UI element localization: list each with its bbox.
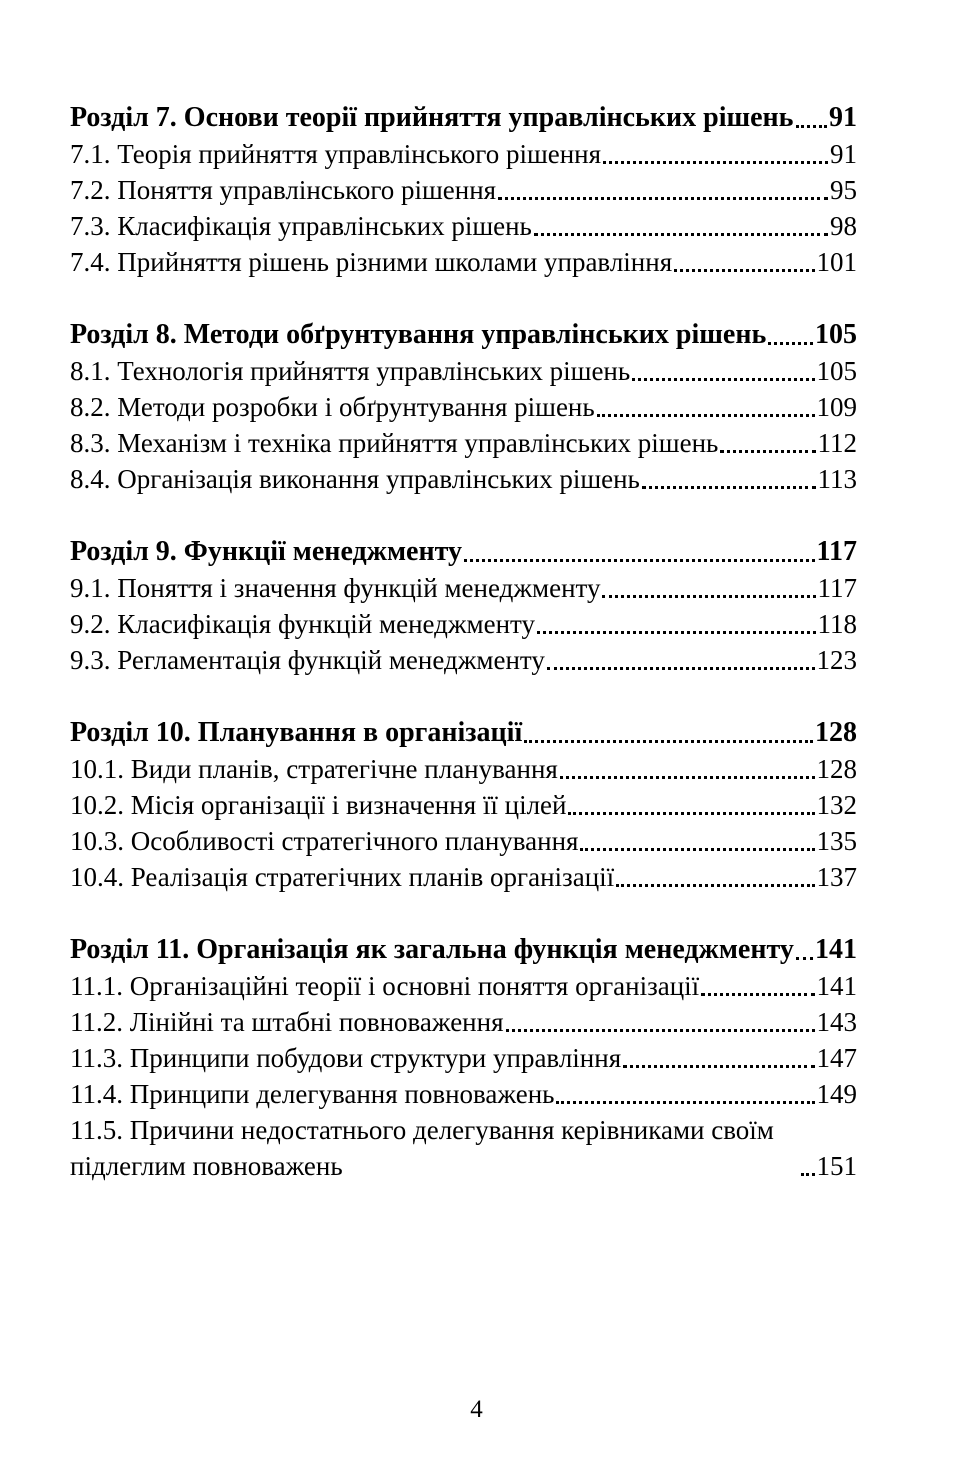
toc-chapter-title: Розділ 9. Функції менеджменту	[70, 536, 462, 567]
toc-entry-page: 141	[816, 971, 857, 1001]
toc-entry-label: 11.3. Принципи побудови структури управління	[70, 1043, 622, 1073]
dot-leader	[720, 450, 815, 453]
toc-entry-label: 9.3. Регламентація функцій менеджменту	[70, 645, 545, 675]
page-number: 4	[470, 1396, 483, 1423]
toc-entry-label: 8.3. Механізм і техніка прийняття управлінських рішень	[70, 428, 719, 458]
toc-entry-page: 147	[816, 1043, 857, 1073]
toc-entry-page: 95	[830, 175, 857, 205]
toc-entry-page: 123	[816, 645, 857, 675]
toc-chapter-title: Розділ 10. Планування в організації	[70, 717, 523, 748]
dot-leader	[547, 667, 815, 670]
toc-entry	[70, 425, 857, 461]
toc-entry	[70, 1112, 857, 1184]
toc-section-chapter-11	[70, 932, 857, 1184]
dot-leader	[464, 559, 815, 562]
toc-entry-page: 117	[817, 573, 857, 603]
toc-chapter-heading	[70, 534, 857, 570]
toc-entry-label: 10.2. Місія організації і визначення її цілей	[70, 790, 567, 820]
toc-entry-label: 10.4. Реалізація стратегічних планів організації	[70, 862, 615, 892]
toc-entry	[70, 389, 857, 425]
table-of-contents	[70, 100, 857, 1184]
toc-entry-page: 91	[830, 139, 857, 169]
toc-entry	[70, 823, 857, 859]
toc-entry	[70, 570, 857, 606]
toc-entry	[70, 1004, 857, 1040]
toc-entry-label: 8.4. Організація виконання управлінських рішень	[70, 464, 640, 494]
toc-chapter-title: Розділ 7. Основи теорії прийняття управлінських рішень	[70, 102, 794, 133]
dot-leader	[701, 993, 814, 996]
dot-leader	[603, 161, 828, 164]
dot-leader	[537, 631, 816, 634]
toc-chapter-page: 141	[815, 934, 857, 965]
dot-leader	[597, 414, 815, 417]
dot-leader	[602, 595, 815, 598]
toc-entry	[70, 353, 857, 389]
dot-leader	[623, 1065, 814, 1068]
toc-entry-label: 7.1. Теорія прийняття управлінського рішення	[70, 139, 602, 169]
toc-entry-page: 118	[817, 609, 857, 639]
toc-entry	[70, 461, 857, 497]
toc-entry	[70, 208, 857, 244]
toc-entry-label: 11.2. Лінійні та штабні повноваження	[70, 1007, 504, 1037]
toc-entry-page: 143	[816, 1007, 857, 1037]
toc-entry-page: 105	[816, 356, 857, 386]
toc-entry-label: 8.1. Технологія прийняття управлінських рішень	[70, 356, 631, 386]
toc-section-chapter-10	[70, 715, 857, 895]
dot-leader	[506, 1029, 815, 1032]
toc-entry	[70, 172, 857, 208]
toc-entry-page: 101	[816, 247, 857, 277]
dot-leader	[801, 1173, 815, 1176]
toc-chapter-heading	[70, 932, 857, 968]
toc-chapter-heading	[70, 715, 857, 751]
dot-leader	[616, 884, 814, 887]
toc-section-chapter-8	[70, 317, 857, 497]
toc-entry-page: 128	[816, 754, 857, 784]
toc-entry-page: 149	[816, 1079, 857, 1109]
toc-section-chapter-7	[70, 100, 857, 280]
toc-entry-label: 11.1. Організаційні теорії і основні поняття організації	[70, 971, 700, 1001]
dot-leader	[524, 740, 813, 743]
dot-leader	[642, 486, 816, 489]
toc-entry	[70, 244, 857, 280]
dot-leader	[534, 233, 828, 236]
dot-leader	[768, 342, 813, 345]
dot-leader	[580, 848, 814, 851]
toc-section-chapter-9	[70, 534, 857, 678]
toc-chapter-title: Розділ 11. Організація як загальна функція менеджменту	[70, 934, 794, 965]
toc-chapter-heading	[70, 100, 857, 136]
toc-entry	[70, 606, 857, 642]
toc-entry	[70, 642, 857, 678]
toc-entry-page: 151	[816, 1151, 857, 1181]
dot-leader	[674, 269, 814, 272]
dot-leader	[796, 957, 813, 960]
toc-entry-page: 135	[816, 826, 857, 856]
dot-leader	[568, 812, 814, 815]
dot-leader	[796, 125, 828, 128]
toc-entry	[70, 1076, 857, 1112]
toc-entry	[70, 787, 857, 823]
toc-entry-page: 109	[816, 392, 857, 422]
toc-chapter-page: 117	[816, 536, 857, 567]
toc-entry-label: 10.3. Особливості стратегічного планування	[70, 826, 579, 856]
toc-entry	[70, 968, 857, 1004]
toc-entry-label: 9.1. Поняття і значення функцій менеджменту	[70, 573, 601, 603]
toc-entry	[70, 1040, 857, 1076]
toc-entry-label: 7.3. Класифікація управлінських рішень	[70, 211, 532, 241]
toc-chapter-title: Розділ 8. Методи обґрунтування управлінських рішень	[70, 319, 767, 350]
toc-entry-label: 7.2. Поняття управлінського рішення	[70, 175, 497, 205]
toc-entry-label: 11.5. Причини недостатнього делегування керівниками своїм підлеглим повноважень	[70, 1115, 774, 1181]
toc-entry-page: 113	[817, 464, 857, 494]
toc-entry	[70, 859, 857, 895]
toc-entry-label: 10.1. Види планів, стратегічне планування	[70, 754, 558, 784]
toc-entry-page: 132	[816, 790, 857, 820]
toc-entry-label: 9.2. Класифікація функцій менеджменту	[70, 609, 535, 639]
toc-chapter-page: 91	[829, 102, 857, 133]
toc-entry-label: 8.2. Методи розробки і обґрунтування рішень	[70, 392, 595, 422]
toc-chapter-page: 128	[815, 717, 857, 748]
toc-chapter-page: 105	[815, 319, 857, 350]
toc-entry	[70, 136, 857, 172]
dot-leader	[632, 378, 814, 381]
toc-entry-label: 11.4. Принципи делегування повноважень	[70, 1079, 555, 1109]
toc-entry	[70, 751, 857, 787]
toc-entry-page: 137	[816, 862, 857, 892]
toc-entry-page: 112	[817, 428, 857, 458]
toc-entry-page: 98	[830, 211, 857, 241]
dot-leader	[556, 1101, 814, 1104]
toc-entry-label: 7.4. Прийняття рішень різними школами управління	[70, 247, 673, 277]
toc-chapter-heading	[70, 317, 857, 353]
dot-leader	[560, 776, 815, 779]
dot-leader	[498, 197, 828, 200]
